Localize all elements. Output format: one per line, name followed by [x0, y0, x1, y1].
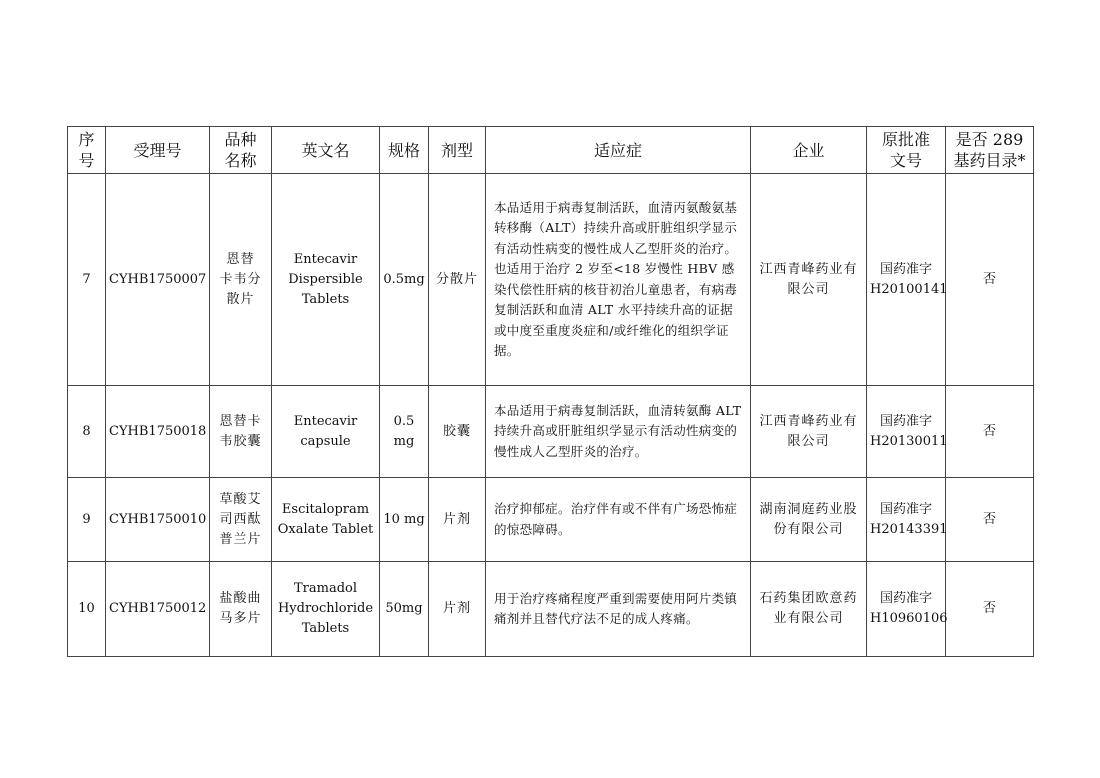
cell-variety: 草酸艾 司西酞 普兰片 [210, 478, 272, 562]
cell-variety: 盐酸曲 马多片 [210, 562, 272, 657]
cell-indication [486, 386, 751, 478]
cell-seq: 8 [68, 386, 106, 478]
cell-essential-list: 否 [946, 174, 1034, 386]
cell-english-name: Tramadol Hydrochloride Tablets [272, 562, 380, 657]
cell-spec: 10 mg [380, 478, 429, 562]
cell-spec: 0.5mg [380, 174, 429, 386]
header-accept-no: 受理号 [106, 127, 210, 174]
table-row [68, 386, 1034, 478]
cell-dosage-form: 胶囊 [429, 386, 486, 478]
cell-dosage-form: 片剂 [429, 478, 486, 562]
cell-dosage-form: 片剂 [429, 562, 486, 657]
cell-indication [486, 478, 751, 562]
drug-table [67, 126, 1034, 657]
cell-spec: 0.5 mg [380, 386, 429, 478]
cell-approval-no: 国药准字 H20100141 [867, 174, 946, 386]
cell-accept-no: CYHB1750012 [106, 562, 210, 657]
header-company: 企业 [751, 127, 867, 174]
cell-essential-list: 否 [946, 386, 1034, 478]
cell-accept-no: CYHB1750010 [106, 478, 210, 562]
table-row [68, 174, 1034, 386]
cell-essential-list: 否 [946, 478, 1034, 562]
cell-company: 江西青峰药业有 限公司 [751, 174, 867, 386]
header-seq: 序 号 [68, 127, 106, 174]
cell-essential-list: 否 [946, 562, 1034, 657]
cell-company: 石药集团欧意药 业有限公司 [751, 562, 867, 657]
table-row [68, 562, 1034, 657]
cell-company: 湖南洞庭药业股 份有限公司 [751, 478, 867, 562]
indication-paragraph: 也适用于治疗 2 岁至<18 岁慢性 HBV 感染代偿性肝病的核苷初治儿童患者，有病毒复制活跃和血清 ALT 水平持续升高的证据或中度至重度炎症和/或纤维化的组织学证据。 [494, 261, 738, 358]
cell-approval-no: 国药准字 H20143391 [867, 478, 946, 562]
cell-approval-no: 国药准字 H10960106 [867, 562, 946, 657]
indication-paragraph: 本品适用于病毒复制活跃，血清丙氨酸氨基转移酶（ALT）持续升高或肝脏组织学显示有活动性病变的慢性成人乙型肝炎的治疗。 [494, 199, 738, 256]
table-header-row [68, 127, 1034, 174]
cell-indication [486, 562, 751, 657]
header-variety: 品种 名称 [210, 127, 272, 174]
cell-indication [486, 174, 751, 386]
cell-variety: 恩替卡 韦胶囊 [210, 386, 272, 478]
header-essential-list: 是否 289 基药目录* [946, 127, 1034, 174]
cell-company: 江西青峰药业有 限公司 [751, 386, 867, 478]
cell-english-name: Escitalopram Oxalate Tablet [272, 478, 380, 562]
header-approval-no: 原批准 文号 [867, 127, 946, 174]
header-english-name: 英文名 [272, 127, 380, 174]
header-spec: 规格 [380, 127, 429, 174]
cell-english-name: Entecavir capsule [272, 386, 380, 478]
cell-variety: 恩替 卡韦分 散片 [210, 174, 272, 386]
cell-seq: 7 [68, 174, 106, 386]
header-indication: 适应症 [486, 127, 751, 174]
cell-spec: 50mg [380, 562, 429, 657]
cell-seq: 9 [68, 478, 106, 562]
cell-seq: 10 [68, 562, 106, 657]
indication-paragraph: 治疗抑郁症。治疗伴有或不伴有广场恐怖症的惊恐障碍。 [494, 501, 738, 537]
cell-english-name: Entecavir Dispersible Tablets [272, 174, 380, 386]
cell-dosage-form: 分散片 [429, 174, 486, 386]
indication-paragraph: 本品适用于病毒复制活跃，血清转氨酶 ALT 持续升高或肝脏组织学显示有活动性病变的慢性成人乙型肝炎的治疗。 [494, 402, 742, 459]
cell-accept-no: CYHB1750007 [106, 174, 210, 386]
cell-accept-no: CYHB1750018 [106, 386, 210, 478]
indication-paragraph: 用于治疗疼痛程度严重到需要使用阿片类镇痛剂并且替代疗法不足的成人疼痛。 [494, 590, 738, 626]
table-row [68, 478, 1034, 562]
header-dosage-form: 剂型 [429, 127, 486, 174]
cell-approval-no: 国药准字 H20130011 [867, 386, 946, 478]
